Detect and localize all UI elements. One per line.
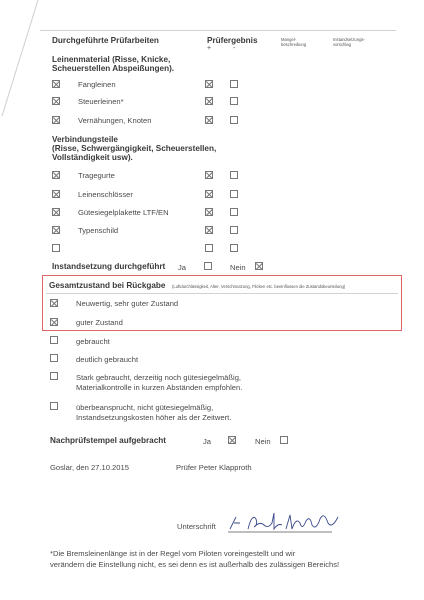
guetesiegel-label: Gütesiegelplakette LTF/EN	[78, 208, 169, 217]
steuerleinen-minus-checkbox[interactable]	[230, 97, 238, 105]
tragegurte-plus-checkbox[interactable]	[205, 171, 213, 179]
condition-stark-label-1: Stark gebraucht, derzeitig noch gütesiegelmäßig,	[76, 373, 242, 382]
condition-ueberbeansprucht-label-2: Instandsetzungskosten höher als der Zeitwert.	[76, 413, 232, 422]
tragegurte-label: Tragegurte	[78, 171, 115, 180]
vernaehungen-minus-checkbox[interactable]	[230, 116, 238, 124]
vernaehungen-checkbox[interactable]	[52, 116, 60, 124]
inspector-name: Prüfer Peter Klapproth	[176, 463, 252, 472]
condition-gut-checkbox[interactable]	[50, 318, 58, 326]
condition-deutlich-label: deutlich gebraucht	[76, 355, 139, 364]
condition-neuwertig-checkbox[interactable]	[50, 299, 58, 307]
footnote-line-2: verändern die Einstellung nicht, es sei denn es ist außerhalb des zulässigen Bereichs!	[50, 560, 340, 569]
steuerleinen-label: Steuerleinen*	[78, 97, 124, 106]
leinenschloesser-checkbox[interactable]	[52, 190, 60, 198]
fangleinen-plus-checkbox[interactable]	[205, 80, 213, 88]
fangleinen-minus-checkbox[interactable]	[230, 80, 238, 88]
stamp-nein-checkbox[interactable]	[280, 436, 288, 444]
overall-title: Gesamtzustand bei Rückgabe	[49, 281, 166, 290]
extra-item-plus-checkbox[interactable]	[205, 244, 213, 252]
extra-item-minus-checkbox[interactable]	[230, 244, 238, 252]
overall-title-rule	[46, 293, 398, 294]
extra-item-checkbox[interactable]	[52, 244, 60, 252]
header-work-column: Durchgeführte Prüfarbeiten	[52, 36, 159, 45]
header-defect-column: Mangel- beschreibung	[281, 37, 307, 47]
condition-stark-label-2: Materialkontrolle in kurzen Abständen empfohlen.	[76, 383, 243, 392]
footnote-line-1: *Die Bremsleinenlänge ist in der Regel vom Piloten voreingestellt und wir	[50, 549, 296, 558]
condition-neuwertig-label: Neuwertig, sehr guter Zustand	[76, 299, 179, 308]
guetesiegel-checkbox[interactable]	[52, 208, 60, 216]
leinenschloesser-plus-checkbox[interactable]	[205, 190, 213, 198]
scan-fold-line	[0, 0, 40, 120]
fangleinen-label: Fangleinen	[78, 80, 116, 89]
typenschild-plus-checkbox[interactable]	[205, 226, 213, 234]
condition-deutlich-checkbox[interactable]	[50, 354, 58, 362]
steuerleinen-plus-checkbox[interactable]	[205, 97, 213, 105]
guetesiegel-plus-checkbox[interactable]	[205, 208, 213, 216]
condition-gebraucht-checkbox[interactable]	[50, 336, 58, 344]
typenschild-minus-checkbox[interactable]	[230, 226, 238, 234]
condition-gebraucht-label: gebraucht	[76, 337, 110, 346]
repair-label: Instandsetzung durchgeführt	[52, 262, 166, 271]
leinenschloesser-minus-checkbox[interactable]	[230, 190, 238, 198]
connectors-section-title-3: Vollständigkeit usw).	[52, 153, 133, 162]
repair-ja-label: Ja	[178, 263, 187, 272]
connectors-section-title-2: (Risse, Schwergängigkeit, Scheuerstellen,	[52, 144, 217, 153]
guetesiegel-minus-checkbox[interactable]	[230, 208, 238, 216]
steuerleinen-checkbox[interactable]	[52, 97, 60, 105]
stamp-ja-checkbox[interactable]	[228, 436, 236, 444]
lines-section-title-2: Scheuerstellen Abspeißungen).	[52, 64, 175, 73]
lines-section-title-1: Leinenmaterial (Risse, Knicke,	[52, 55, 171, 64]
header-minus: -	[233, 45, 236, 52]
overall-subtitle: (Luftdurchlässigkeit, Alter, Verschmutzung, Flicken etc. beeinflussen die Zustandsbeurteilung)	[172, 284, 346, 289]
handwritten-signature	[228, 509, 348, 535]
condition-ueberbeansprucht-checkbox[interactable]	[50, 402, 58, 410]
repair-nein-label: Nein	[230, 263, 246, 272]
condition-gut-label: guter Zustand	[76, 318, 123, 327]
leinenschloesser-label: Leinenschlösser	[78, 190, 133, 199]
connectors-section-title-1: Verbindungsteile	[52, 135, 118, 144]
condition-stark-checkbox[interactable]	[50, 372, 58, 380]
header-repair-column: Instandsetzungs- vorschlag	[333, 37, 365, 47]
vernaehungen-plus-checkbox[interactable]	[205, 116, 213, 124]
typenschild-checkbox[interactable]	[52, 226, 60, 234]
stamp-label: Nachprüfstempel aufgebracht	[50, 436, 167, 445]
stamp-nein-label: Nein	[255, 437, 271, 446]
repair-ja-checkbox[interactable]	[204, 262, 212, 270]
fangleinen-checkbox[interactable]	[52, 80, 60, 88]
header-plus: +	[207, 45, 212, 52]
signature-label: Unterschrift	[177, 522, 216, 531]
tragegurte-checkbox[interactable]	[52, 171, 60, 179]
repair-nein-checkbox[interactable]	[255, 262, 263, 270]
header-result-column: Prüfergebnis	[207, 36, 258, 45]
place-date: Goslar, den 27.10.2015	[50, 463, 129, 472]
stamp-ja-label: Ja	[203, 437, 212, 446]
condition-ueberbeansprucht-label-1: überbeansprucht, nicht gütesiegelmäßig,	[76, 403, 214, 412]
header-top-rule	[40, 30, 396, 31]
typenschild-label: Typenschild	[78, 226, 119, 235]
tragegurte-minus-checkbox[interactable]	[230, 171, 238, 179]
vernaehungen-label: Vernähungen, Knoten	[78, 116, 152, 125]
